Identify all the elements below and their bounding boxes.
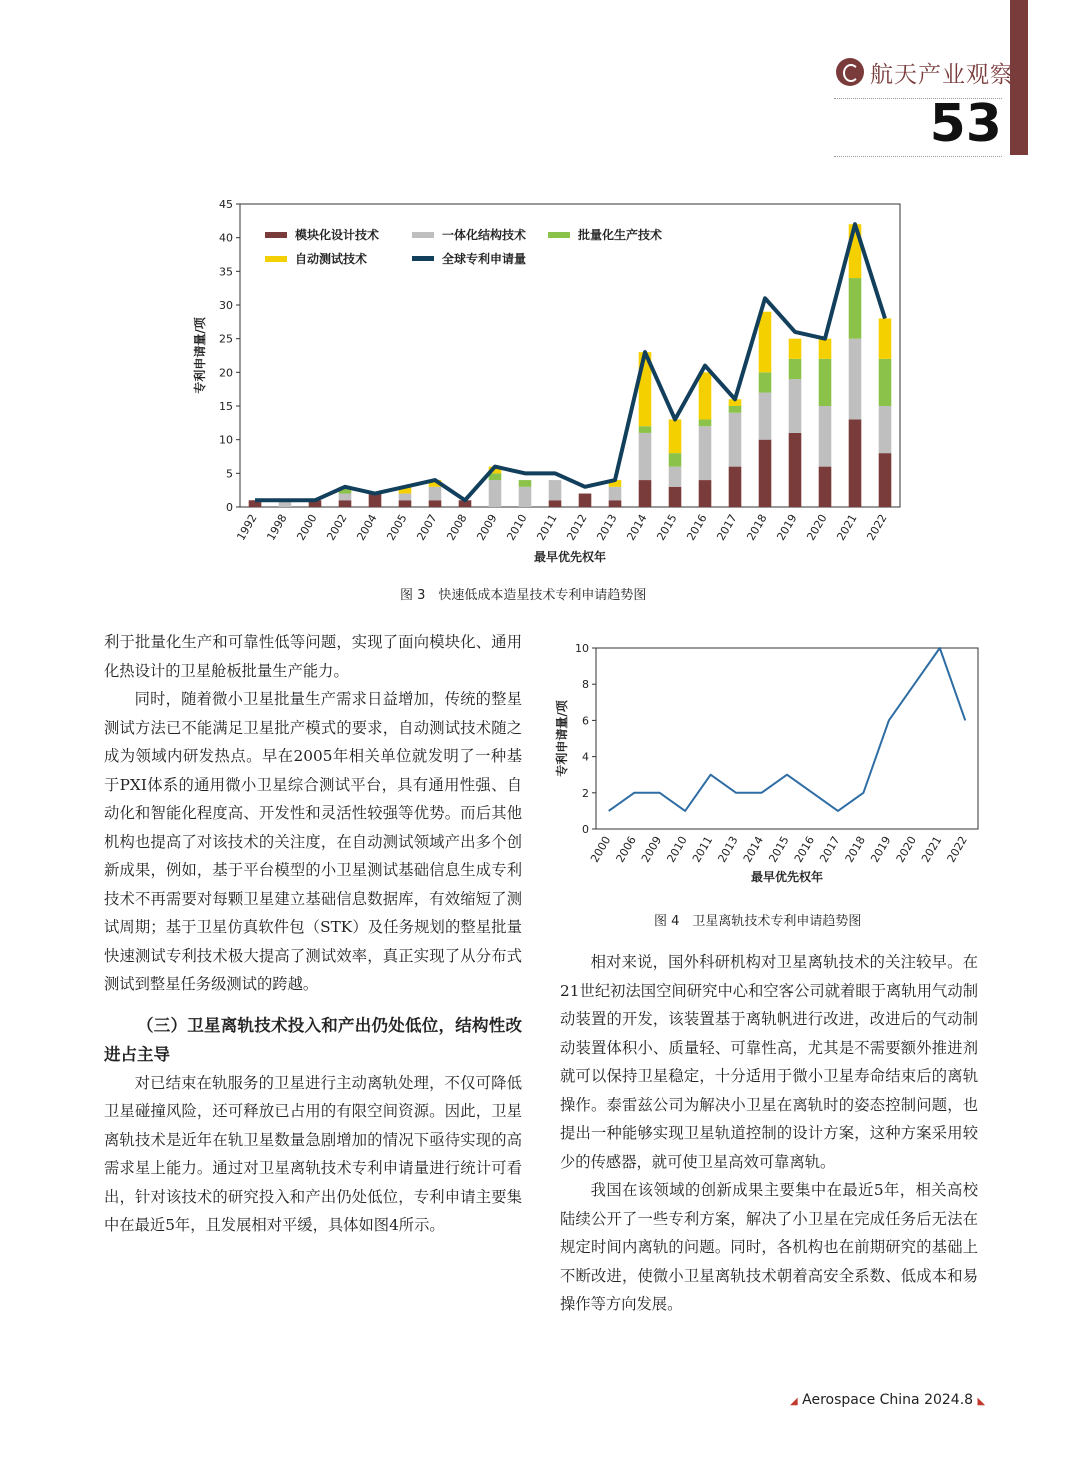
left-paragraph-3: 对已结束在轨服务的卫星进行主动离轨处理，不仅可降低卫星碰撞风险，还可释放已占用的有限空间资源。因此，卫星离轨技术是近年在轨卫星数量急剧增加的情况下亟待实现的高需求星上能力。通过对卫星离轨技术专利申请量进行统计可看出，针对该技术的研究投入和产出仍处低位，专利申请主要集中在最近5年，且发展相对平缓，具体如图4所示。	[104, 1073, 522, 1234]
bar-segment	[759, 440, 772, 507]
x-tick-label: 2002	[324, 512, 350, 543]
bar-segment	[789, 339, 802, 359]
x-tick-label: 2016	[791, 834, 818, 865]
x-tick-label: 2006	[613, 834, 639, 865]
x-tick-label: 2005	[384, 512, 410, 543]
bar-segment	[639, 426, 652, 433]
x-tick-label: 2013	[715, 834, 741, 865]
y-tick-label: 10	[219, 433, 233, 447]
bar-segment	[729, 413, 742, 467]
x-tick-label: 2008	[444, 512, 470, 543]
x-tick-label: 2013	[594, 512, 620, 543]
bar-segment	[819, 359, 832, 406]
right-paragraph-2: 我国在该领域的创新成果主要集中在最近5年，相关高校陆续公开了一些专利方案，解决了小卫星在完成任务后无法在规定时间内离轨的问题。同时，各机构也在前期研究的基础上不断改进，使微小卫星离轨技术朝着高安全系数、低成本和易操作等方向发展。	[560, 1181, 978, 1313]
x-axis-label: 最早优先权年	[533, 550, 607, 564]
x-tick-label: 2009	[639, 834, 665, 865]
x-tick-label: 2010	[504, 512, 530, 543]
bar-segment	[849, 339, 862, 420]
x-tick-label: 2021	[919, 834, 945, 865]
y-tick-label: 0	[582, 823, 589, 836]
y-tick-label: 5	[226, 467, 233, 481]
x-tick-label: 2000	[294, 512, 320, 543]
x-tick-label: 2007	[414, 512, 440, 543]
y-tick-label: 15	[219, 400, 233, 413]
bar-segment	[819, 467, 832, 507]
y-tick-label: 6	[582, 714, 589, 728]
bar-segment	[699, 372, 712, 419]
x-tick-label: 2015	[654, 512, 680, 543]
legend-label: 全球专利申请量	[442, 252, 527, 266]
bar-segment	[699, 480, 712, 507]
x-tick-label: 2016	[684, 512, 710, 543]
x-tick-label: 2015	[766, 834, 792, 865]
footer-journal: Aerospace China	[802, 1392, 920, 1408]
y-tick-label: 30	[219, 299, 233, 312]
bar-segment	[669, 467, 682, 487]
x-tick-label: 2022	[944, 834, 970, 865]
legend-swatch	[548, 232, 570, 238]
bar-segment	[699, 419, 712, 426]
bar-segment	[549, 500, 562, 507]
y-tick-label: 8	[582, 678, 589, 692]
bar-segment	[639, 433, 652, 480]
x-tick-label: 2021	[834, 512, 860, 543]
legend-label: 一体化结构技术	[442, 228, 527, 242]
x-tick-label: 2012	[564, 512, 590, 543]
bar-segment	[429, 500, 442, 507]
bar-segment	[789, 433, 802, 507]
legend-swatch	[412, 232, 434, 238]
x-tick-label: 2019	[868, 834, 894, 865]
bar-segment	[669, 487, 682, 507]
x-tick-label: 2004	[354, 512, 380, 543]
bar-segment	[849, 419, 862, 507]
bar-segment	[669, 419, 682, 453]
y-tick-label: 25	[219, 332, 233, 346]
x-tick-label: 1998	[264, 512, 290, 543]
bar-segment	[609, 500, 622, 507]
y-tick-label: 40	[219, 231, 233, 245]
x-tick-label: 2011	[534, 512, 560, 543]
x-tick-label: 2009	[474, 512, 500, 543]
right-column	[560, 948, 978, 1319]
bar-segment	[879, 406, 892, 453]
x-tick-label: 2017	[714, 512, 740, 543]
x-tick-label: 2020	[804, 512, 830, 543]
x-tick-label: 2014	[740, 834, 767, 865]
bar-segment	[399, 500, 412, 507]
y-tick-label: 4	[582, 750, 589, 764]
y-tick-label: 2	[582, 786, 589, 800]
y-tick-label: 45	[219, 198, 233, 211]
right-paragraph-1: 相对来说，国外科研机构对卫星离轨技术的关注较早。在21世纪初法国空间研究中心和空客公司就着眼于离轨用气动制动装置的开发，该装置基于离轨帆进行改进，改进后的气动制动装置体积小、质量轻、可靠性高，尤其是不需要额外推进剂就可以保持卫星稳定，十分适用于微小卫星寿命结束后的离轨操作。泰雷兹公司为解决小卫星在离轨时的姿态控制问题，也提出一种能够实现卫星轨道控制的设计方案，这种方案采用较少的传感器，就可使卫星高效可靠离轨。	[560, 953, 978, 1171]
y-tick-label: 20	[219, 366, 233, 380]
bar-segment	[579, 494, 592, 507]
footer-triangle-icon: ◣	[977, 1396, 986, 1407]
bar-segment	[369, 494, 382, 507]
legend-swatch	[412, 256, 434, 261]
x-tick-label: 2017	[817, 834, 843, 865]
footer	[790, 1392, 985, 1408]
left-paragraph-1: 利于批量化生产和可靠性低等问题，实现了面向模块化、通用化热设计的卫星舱板批量生产能力。	[104, 633, 522, 680]
footer-triangle-icon: ◢	[790, 1396, 798, 1407]
bar-segment	[879, 453, 892, 507]
left-column	[104, 628, 522, 1240]
bar-segment	[819, 339, 832, 359]
x-tick-label: 2020	[893, 834, 919, 865]
bar-segment	[609, 487, 622, 500]
bar-segment	[819, 406, 832, 467]
bar-segment	[759, 312, 772, 373]
legend-label: 批量化生产技术	[578, 228, 663, 242]
bar-segment	[759, 393, 772, 440]
header-divider	[834, 156, 1002, 157]
x-tick-label: 2022	[864, 512, 890, 543]
x-tick-label: 2018	[842, 834, 868, 865]
x-tick-label: 2019	[774, 512, 800, 543]
bar-segment	[789, 379, 802, 433]
x-tick-label: 2010	[664, 834, 690, 865]
bar-segment	[639, 480, 652, 507]
bar-segment	[729, 406, 742, 413]
magazine-logo-icon	[836, 58, 864, 86]
bar-segment	[729, 467, 742, 507]
section-heading: （三）卫星离轨技术投入和产出仍处低位，结构性改进占主导	[104, 1015, 522, 1064]
left-paragraph-2: 同时，随着微小卫星批量生产需求日益增加，传统的整星测试方法已不能满足卫星批产模式的要求，自动测试技术随之成为领域内研发热点。早在2005年相关单位就发明了一种基于PXI体系的通用微小卫星综合测试平台，具有通用性强、自动化和智能化程度高、开发性和灵活性较强等优势。而后其他机构也提高了对该技术的关注度，在自动测试领域产出多个创新成果，例如，基于平台模型的小卫星测试基础信息生成专利技术不再需要对每颗卫星建立基础信息数据库，有效缩短了测试周期；基于卫星仿真软件包（STK）及任务规划的整星批量快速测试专利技术极大提高了测试效率，真正实现了从分布式测试到整星任务级测试的跨越。	[104, 690, 522, 993]
bar-segment	[519, 480, 532, 487]
legend-label: 模块化设计技术	[295, 228, 380, 242]
legend-swatch	[265, 232, 287, 238]
x-tick-label: 2018	[744, 512, 770, 543]
bar-segment	[849, 278, 862, 339]
footer-issue: 2024.8	[924, 1392, 974, 1408]
y-axis-label: 专利申请量/项	[555, 700, 569, 777]
bar-segment	[429, 487, 442, 500]
bar-segment	[789, 359, 802, 379]
figure4-chart	[550, 638, 990, 890]
y-tick-label: 35	[219, 265, 233, 279]
figure3-caption: 图 3 快速低成本造星技术专利申请趋势图	[400, 588, 647, 603]
series-line	[609, 648, 966, 811]
bar-segment	[879, 359, 892, 406]
x-tick-label: 2011	[689, 834, 716, 865]
section-title: 航天产业观察	[870, 62, 1014, 88]
bar-segment	[699, 426, 712, 480]
figure3-chart	[180, 190, 920, 575]
page-number: 53	[929, 94, 1002, 154]
x-axis-label: 最早优先权年	[750, 870, 824, 884]
bar-segment	[339, 500, 352, 507]
figure4-caption: 图 4 卫星离轨技术专利申请趋势图	[654, 914, 862, 929]
bar-segment	[879, 318, 892, 358]
x-tick-label: 2000	[588, 834, 614, 865]
x-tick-label: 2014	[624, 512, 650, 543]
bar-segment	[339, 494, 352, 501]
x-tick-label: 1992	[234, 512, 260, 543]
bar-segment	[489, 480, 502, 507]
bar-segment	[759, 372, 772, 392]
y-axis-label: 专利申请量/项	[193, 317, 207, 394]
bar-segment	[399, 494, 412, 501]
y-tick-label: 0	[226, 501, 233, 514]
y-tick-label: 10	[575, 642, 589, 655]
legend-label: 自动测试技术	[295, 252, 368, 266]
bar-segment	[519, 487, 532, 507]
legend-swatch	[265, 256, 287, 262]
bar-segment	[669, 453, 682, 466]
bar-segment	[549, 480, 562, 500]
